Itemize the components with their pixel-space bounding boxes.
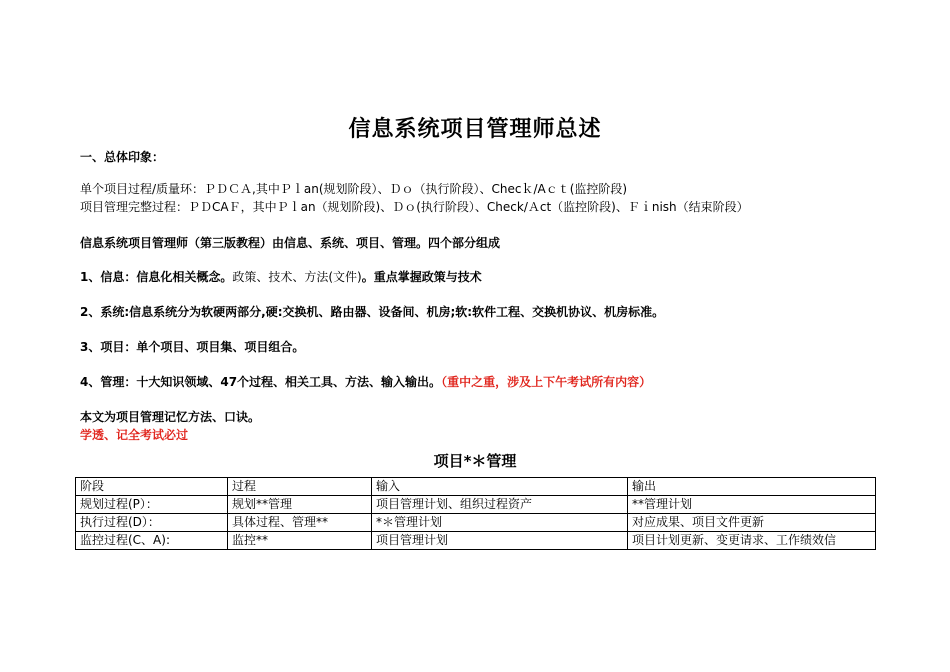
table-row (76, 532, 876, 550)
pdca-line: 单个项目过程/质量环：ＰＤＣＡ,其中Ｐｌan(规划阶段）、Ｄｏ（执行阶段）、Checｋ/Aｃｔ(监控阶段) (80, 182, 628, 196)
table-cell: 规划过程(P）： (76, 496, 228, 514)
table-cell: 项目计划更新、变更请求、工作绩效信 (628, 532, 876, 550)
header-cell-output: 输出 (628, 478, 876, 496)
process-table (75, 477, 876, 550)
table-cell: 监控过程(C、A): (76, 532, 228, 550)
item-management-highlight: （重中之重，涉及上下午考试所有内容） (441, 375, 652, 389)
table-cell: 对应成果、项目文件更新 (628, 514, 876, 532)
table-cell: 具体过程、管理** (228, 514, 372, 532)
table-cell: **管理计划 (628, 496, 876, 514)
table-cell: 规划**管理 (228, 496, 372, 514)
pdcaf-line: 项目管理完整过程：ＰＤCAＦ，其中Ｐｌan（规划阶段)、Ｄｏ(执行阶段）、Check/Ａct（监控阶段)、Ｆｉnish（结束阶段） (80, 200, 749, 214)
table-row (76, 496, 876, 514)
table-cell: *＊管理计划 (372, 514, 628, 532)
item-information-plain: 政策、技术、方法(文件) (232, 270, 362, 284)
slogan-text: 学透、记全考试必过 (80, 428, 189, 442)
item-project: 3、项目：单个项目、项目集、项目组合。 (80, 340, 305, 354)
table-cell: 项目管理计划、组织过程资产 (372, 496, 628, 514)
table-row (76, 514, 876, 532)
table-cell: 监控** (228, 532, 372, 550)
header-cell-stage: 阶段 (76, 478, 228, 496)
table-title: 项目*＊管理 (433, 452, 517, 470)
document-title: 信息系统项目管理师总述 (348, 117, 602, 142)
table-header-row (76, 478, 876, 496)
item-system: 2、系统:信息系统分为软硬两部分,硬:交换机、路由器、设备间、机房;软:软件工程、交换机协议、机房标准。 (80, 305, 665, 319)
item-information (80, 268, 482, 285)
item-management (80, 373, 651, 390)
section-heading-overview: 一、总体印象： (80, 150, 165, 164)
intro-paragraph: 信息系统项目管理师（第三版教程）由信息、系统、项目、管理。四个部分组成 (80, 236, 501, 250)
header-cell-process: 过程 (228, 478, 372, 496)
note-paragraph: 本文为项目管理记忆方法、口诀。 (80, 410, 261, 424)
header-cell-input: 输入 (372, 478, 628, 496)
table-cell: 项目管理计划 (372, 532, 628, 550)
item-information-tail: 。重点掌握政策与技术 (361, 270, 482, 284)
table-cell: 执行过程(D）： (76, 514, 228, 532)
item-management-lead: 4、管理：十大知识领域、47个过程、相关工具、方法、输入输出。 (80, 375, 442, 389)
item-information-lead: 1、信息：信息化相关概念。 (80, 270, 233, 284)
